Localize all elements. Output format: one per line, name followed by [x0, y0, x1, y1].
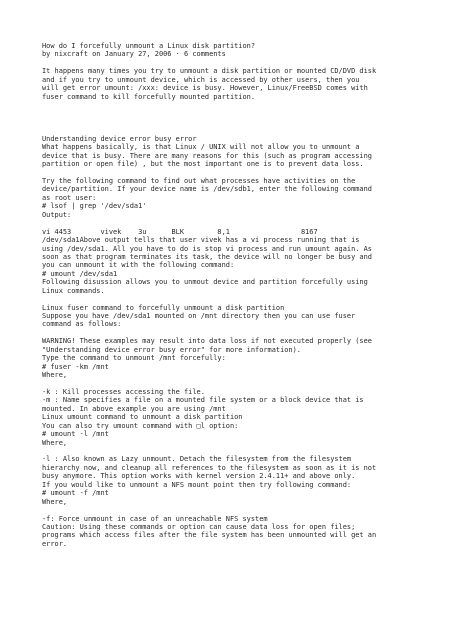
text-line: Try the following command to find out what processes have activities on the [42, 177, 356, 185]
text-line: fuser command to kill forcefully mounted partition. [42, 92, 256, 101]
text-line: as root user: [42, 193, 97, 202]
text-line: using /dev/sda1. All you have to do is stop vi process and run umount again. As [42, 244, 372, 253]
text-line: Linux fuser command to forcefully unmount a disk partition [42, 303, 285, 312]
text-line: # fuser -km /mnt [42, 362, 109, 371]
blank-line [42, 380, 414, 388]
blank-line [42, 329, 414, 337]
text-line: How do I forcefully unmount a Linux disk partition? [42, 42, 256, 50]
text-line: you can unmount it with the following command: [42, 261, 235, 270]
text-line: Output: [42, 210, 72, 219]
text-line: will get error umount: /xxx: device is busy. However, Linux/FreeBSD comes with [42, 84, 368, 93]
text-line: by nixcraft on January 27, 2006 · 6 comments [42, 50, 226, 59]
text-line: -f: Force unmount in case of an unreachable NFS system [42, 514, 268, 523]
text-line: partition or open file) , but the most important one is to prevent data loss. [42, 160, 364, 169]
text-line: If you would like to unmount a NFS mount point then try following command: [42, 480, 352, 489]
text-line: # umount /dev/sda1 [42, 269, 118, 278]
text-line: command as follows: [42, 320, 122, 329]
text-line: programs which access files after the file system has been unmounted will get an [42, 531, 377, 540]
text-line: -l : Also known as Lazy unmount. Detach the filesystem from the filesystem [42, 455, 352, 464]
text-line: and if you try to unmount device, which is accessed by other users, then you [42, 75, 360, 84]
text-line: error. [42, 539, 68, 548]
text-line: -m : Name specifies a file on a mounted file system or a block device that is [42, 396, 364, 405]
text-line: vi 4453 vivek 3u BLK 8,1 8167 [42, 227, 318, 236]
text-line: -k : Kill processes accessing the file. [42, 387, 205, 396]
text-line: Understanding device error busy error [42, 134, 197, 143]
text-line: # umount -f /mnt [42, 489, 109, 498]
text-line: hierarchy now, and cleanup all references to the filesystem as soon as it is not [42, 463, 377, 472]
text-line: Type the command to unmount /mnt forcefully: [42, 354, 226, 363]
text-line: Following disussion allows you to unmout device and partition forcefully using [42, 278, 368, 287]
text-line: You can also try umount command with □l option: [42, 421, 239, 430]
text-line: "Understanding device error busy error" for more information). [42, 345, 301, 354]
text-line: It happens many times you try to unmount a disk partition or mounted CD/DVD disk [42, 67, 377, 76]
blank-line [42, 110, 414, 118]
text-line: Suppose you have /dev/sda1 mounted on /mnt directory then you can use fuser [42, 312, 356, 320]
text-line: /dev/sda1Above output tells that user vivek has a vi process running that is [42, 236, 360, 245]
text-line: device/partition. If your device name is /dev/sdb1, enter the following command [42, 185, 372, 194]
blank-line [42, 506, 414, 514]
text-line: Where, [42, 438, 68, 447]
blank-line [42, 447, 414, 455]
blank-line [42, 169, 414, 177]
text-line: Where, [42, 371, 68, 380]
blank-line [42, 219, 414, 227]
blank-line [42, 126, 414, 134]
text-line: Caution: Using these commands or option can cause data loss for open files; [42, 522, 356, 531]
text-line: # umount -l /mnt [42, 430, 109, 439]
text-line: device that is busy. There are many reasons for this (such as program accessing [42, 151, 372, 160]
blank-line [42, 101, 414, 109]
blank-line [42, 295, 414, 303]
text-line: mounted. In above example you are using /mnt [42, 404, 226, 413]
text-line: What happens basically, is that Linux / UNIX will not allow you to unmount a [42, 143, 360, 152]
text-line: Linux umount command to unmount a disk partition [42, 413, 243, 422]
blank-line [42, 59, 414, 67]
text-line: busy anymore. This option works with kernel version 2.4.11+ and above only. [42, 472, 356, 481]
blank-line [42, 118, 414, 126]
text-line: # lsof | grep '/dev/sda1' [42, 202, 147, 211]
text-line: soon as that program terminates its task, the device will no longer be busy and [42, 252, 372, 261]
document-body [42, 42, 414, 548]
text-line: Where, [42, 497, 68, 506]
text-line: WARNING! These examples may result into data loss if not executed properly (see [42, 337, 372, 346]
text-line: Linux commands. [42, 286, 105, 295]
